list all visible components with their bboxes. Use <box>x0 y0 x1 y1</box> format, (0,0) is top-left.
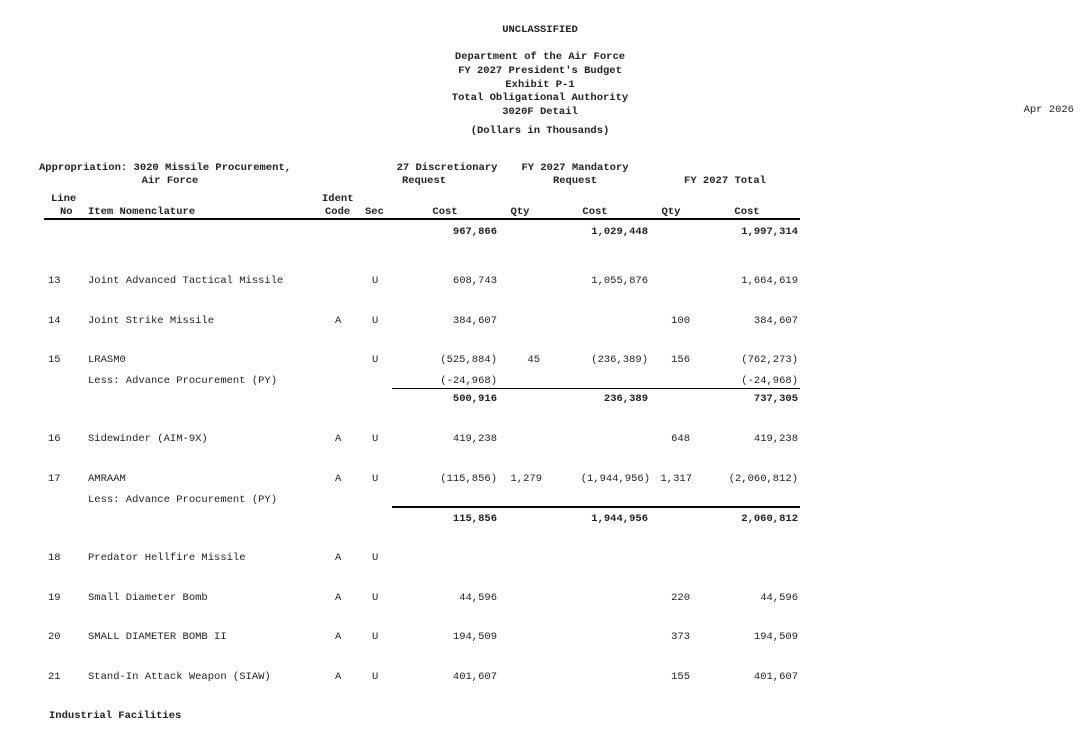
disc-cost: 44,596 <box>459 592 497 604</box>
section-heading: Industrial Facilities <box>49 710 182 722</box>
disc-cost: (525,884) <box>440 354 497 366</box>
top-total-cost: 1,997,314 <box>741 226 798 238</box>
total-cost: 384,607 <box>753 315 798 327</box>
disc-cost: 401,607 <box>452 671 497 683</box>
units-note: (Dollars in Thousands) <box>470 125 610 137</box>
appropriation-title: Appropriation: 3020 Missile Procurement, <box>39 162 292 174</box>
ident-code: A <box>335 473 342 485</box>
item-nomenclature: Less: Advance Procurement (PY) <box>88 494 278 506</box>
mand-cost: 1,055,876 <box>591 275 648 287</box>
title-line-2: FY 2027 President's Budget <box>458 65 622 77</box>
col-sec: Sec <box>365 206 384 218</box>
total-cost: 1,664,619 <box>741 275 798 287</box>
disc-qty: 45 <box>527 354 540 366</box>
col-line-bottom: No <box>60 206 73 218</box>
ident-code: A <box>335 552 342 564</box>
title-line-1: Department of the Air Force <box>454 51 626 63</box>
sec: U <box>372 552 379 564</box>
item-nomenclature: Predator Hellfire Missile <box>88 552 246 564</box>
disc-cost: 419,238 <box>452 433 497 445</box>
item-nomenclature: SMALL DIAMETER BOMB II <box>88 631 227 643</box>
mand-qty: 155 <box>671 671 690 683</box>
item-nomenclature: Stand-In Attack Weapon (SIAW) <box>88 671 271 683</box>
line-no: 15 <box>48 354 61 366</box>
ident-code: A <box>335 671 342 683</box>
mand-qty: 220 <box>671 592 690 604</box>
item-nomenclature: LRASM0 <box>88 354 126 366</box>
col-line-top: Line <box>51 193 77 205</box>
subtotal-disc-cost: 500,916 <box>452 393 497 405</box>
classification-marking: UNCLASSIFIED <box>502 24 578 36</box>
subtotal-mand-cost: 1,944,956 <box>591 513 648 525</box>
line-no: 19 <box>48 592 61 604</box>
sec: U <box>372 354 379 366</box>
disc-cost: (-24,968) <box>440 375 497 387</box>
line-no: 18 <box>48 552 61 564</box>
col-item-nomenclature: Item Nomenclature <box>88 206 196 218</box>
mand-qty: 373 <box>671 631 690 643</box>
total-cost: 401,607 <box>753 671 798 683</box>
ident-code: A <box>335 433 342 445</box>
col-ident-bottom: Code <box>325 206 351 218</box>
sec: U <box>372 592 379 604</box>
item-nomenclature: Small Diameter Bomb <box>88 592 208 604</box>
line-no: 16 <box>48 433 61 445</box>
total-cost: (762,273) <box>741 354 798 366</box>
disc-header-line2: Request <box>401 175 447 187</box>
disc-cost: 608,743 <box>452 275 497 287</box>
ident-code: A <box>335 592 342 604</box>
sec: U <box>372 631 379 643</box>
title-line-3: Exhibit P-1 <box>505 79 575 91</box>
mand-cost: (1,944,956) <box>580 473 650 485</box>
disc-cost: 194,509 <box>452 631 497 643</box>
total-cost: (2,060,812) <box>728 473 798 485</box>
sec: U <box>372 473 379 485</box>
sec: U <box>372 671 379 683</box>
title-line-4: Total Obligational Authority <box>451 92 629 104</box>
disc-cost: (115,856) <box>440 473 497 485</box>
total-cost: (-24,968) <box>741 375 798 387</box>
total-header: FY 2027 Total <box>684 175 766 187</box>
line-no: 20 <box>48 631 61 643</box>
item-nomenclature: AMRAAM <box>88 473 126 485</box>
title-line-5: 3020F Detail <box>502 106 578 118</box>
col-disc-cost: Cost <box>432 206 458 218</box>
disc-qty: 1,279 <box>510 473 542 485</box>
col-total-cost: Cost <box>734 206 760 218</box>
col-mand-cost: Cost <box>582 206 608 218</box>
subtotal-mand-cost: 236,389 <box>603 393 648 405</box>
col-mand-qty: Qty <box>661 206 681 218</box>
top-total-disc-cost: 967,866 <box>452 226 497 238</box>
disc-cost: 384,607 <box>452 315 497 327</box>
subtotal-disc-cost: 115,856 <box>452 513 497 525</box>
appropriation-subtitle: Air Force <box>141 175 199 187</box>
sec: U <box>372 315 379 327</box>
item-nomenclature: Sidewinder (AIM-9X) <box>88 433 208 445</box>
header-rule <box>44 218 800 220</box>
mand-header-line2: Request <box>552 175 598 187</box>
line-no: 17 <box>48 473 61 485</box>
total-cost: 44,596 <box>760 592 798 604</box>
mand-qty: 648 <box>671 433 690 445</box>
item-nomenclature: Joint Advanced Tactical Missile <box>88 275 284 287</box>
sec: U <box>372 275 379 287</box>
item-nomenclature: Joint Strike Missile <box>88 315 215 327</box>
ident-code: A <box>335 631 342 643</box>
mand-qty: 100 <box>671 315 690 327</box>
mand-cost: (236,389) <box>591 354 648 366</box>
total-cost: 419,238 <box>753 433 798 445</box>
line-no: 13 <box>48 275 61 287</box>
col-disc-qty: Qty <box>510 206 530 218</box>
disc-header-line1: 27 Discretionary <box>396 162 498 174</box>
subtotal-total-cost: 737,305 <box>753 393 798 405</box>
item-nomenclature: Less: Advance Procurement (PY) <box>88 375 278 387</box>
ident-code: A <box>335 315 342 327</box>
subtotal-total-cost: 2,060,812 <box>741 513 798 525</box>
mand-qty: 1,317 <box>660 473 692 485</box>
subtotal-rule <box>392 506 800 508</box>
mand-qty: 156 <box>671 354 690 366</box>
col-ident-top: Ident <box>322 193 354 205</box>
line-no: 21 <box>48 671 61 683</box>
top-total-mand-cost: 1,029,448 <box>591 226 648 238</box>
line-no: 14 <box>48 315 61 327</box>
total-cost: 194,509 <box>753 631 798 643</box>
subtotal-rule <box>392 388 800 389</box>
sec: U <box>372 433 379 445</box>
mand-header-line1: FY 2027 Mandatory <box>521 162 629 174</box>
report-date: Apr 2026 <box>1023 104 1074 116</box>
